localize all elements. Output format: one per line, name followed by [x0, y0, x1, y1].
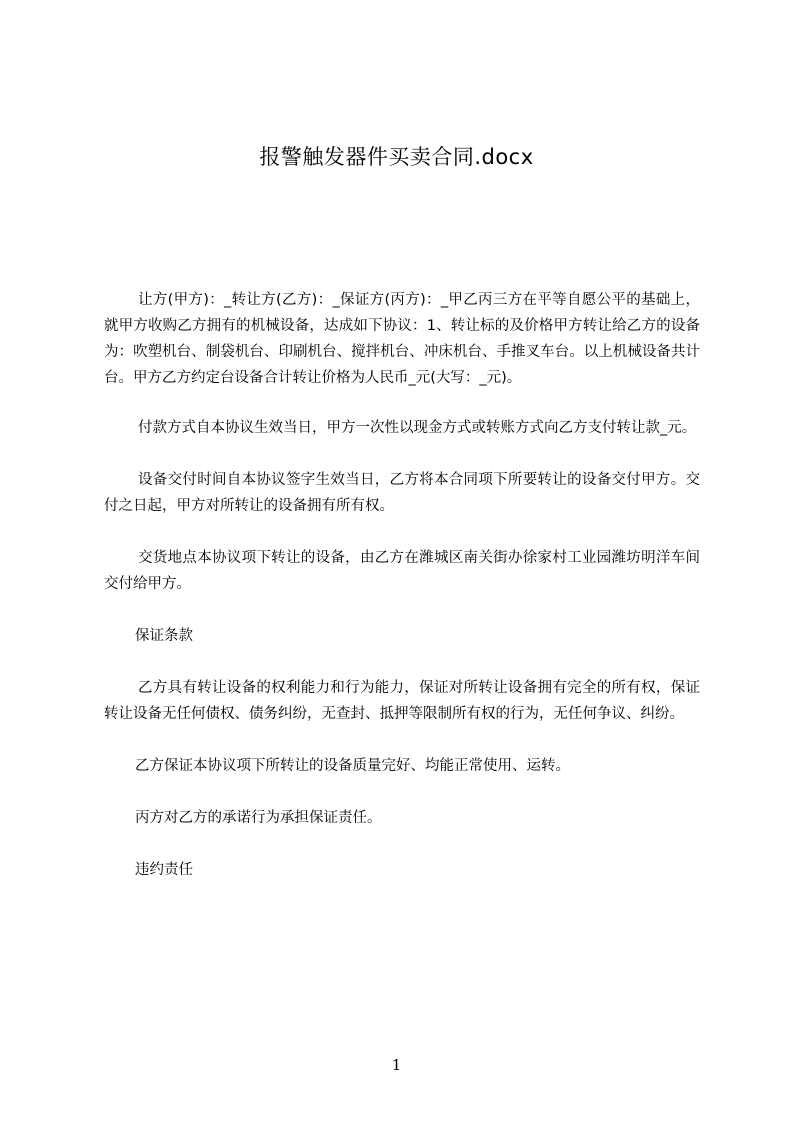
page-number: 1 [391, 1056, 402, 1074]
paragraph-guarantee-ownership: 乙方具有转让设备的权利能力和行为能力，保证对所转让设备拥有完全的所有权，保证转让设备无任何债权、债务纠纷，无查封、抵押等限制所有权的行为，无任何争议、纠纷。 [104, 680, 700, 722]
paragraph-delivery-location: 交货地点本协议项下转让的设备，由乙方在潍城区南关街办徐家村工业园潍坊明洋车间交付给甲方。 [104, 550, 700, 592]
document-body [104, 287, 700, 909]
heading-breach-liability: 违约责任 [135, 862, 193, 878]
paragraph-guarantor-responsibility: 丙方对乙方的承诺行为承担保证责任。 [135, 810, 382, 826]
paragraph-delivery-time: 设备交付时间自本协议签字生效当日，乙方将本合同项下所要转让的设备交付甲方。交付之日起，甲方对所转让的设备拥有所有权。 [104, 472, 700, 514]
heading-guarantee-terms: 保证条款 [135, 628, 193, 644]
document-title: 报警触发器件买卖合同.docx [259, 145, 534, 169]
paragraph-guarantee-quality: 乙方保证本协议项下所转让的设备质量完好、均能正常使用、运转。 [135, 758, 570, 774]
paragraph-payment: 付款方式自本协议生效当日，甲方一次性以现金方式或转账方式向乙方支付转让款_元。 [138, 420, 697, 436]
paragraph-parties: 让方(甲方)：_转让方(乙方)：_保证方(丙方)：_甲乙丙三方在平等自愿公平的基础上，就甲方收购乙方拥有的机械设备，达成如下协议：1、转让标的及价格甲方转让给乙方的设备为：吹塑机台、制袋机台、印刷机台、搅拌机台、冲床机台、手推叉车台。以上机械设备共计台。甲方乙方约定台设备合计转让价格为人民币_元(大写：_元)。 [104, 292, 700, 386]
